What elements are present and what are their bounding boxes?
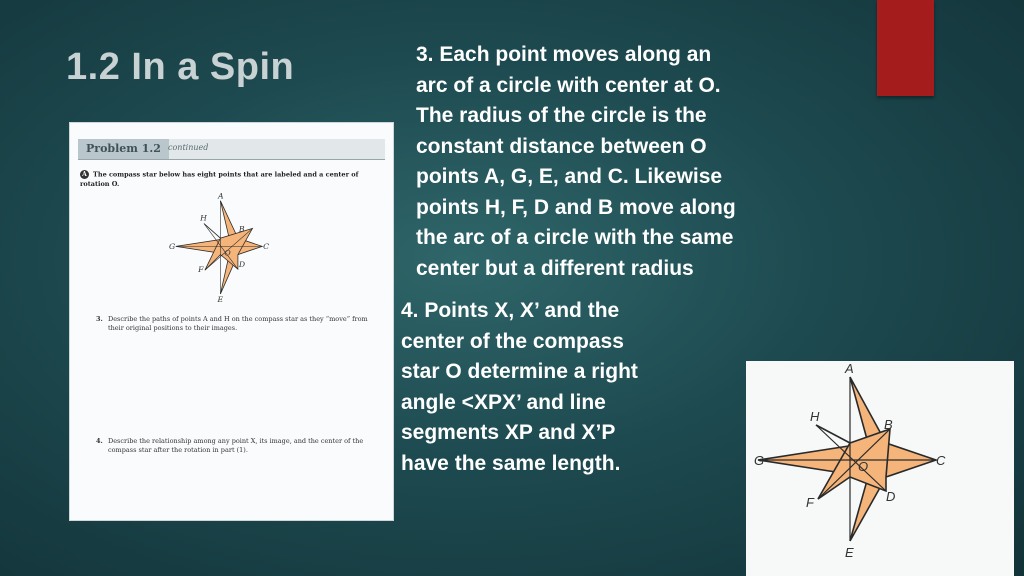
small-compass-star [169, 191, 300, 305]
big-star-label-o: O [858, 459, 869, 474]
big-star-label-d: D [886, 489, 896, 504]
small-star-label-f: F [198, 265, 204, 275]
question-3-text: Describe the paths of points A and H on the compass star as they “move” from their original positions to their images. [108, 315, 368, 332]
small-star-label-o: O [224, 248, 231, 258]
decorative-red-tab [877, 0, 934, 96]
big-star-label-g: G [754, 453, 765, 468]
worksheet-image [69, 122, 394, 521]
question-4 [96, 437, 368, 455]
part-a-prompt [80, 170, 380, 189]
slide-title: 1.2 In a Spin [66, 46, 295, 88]
part-a-marker: A [80, 170, 89, 179]
question-3 [96, 315, 368, 333]
question-4-number: 4. [96, 437, 103, 445]
small-star-label-g: G [169, 241, 176, 251]
big-star-label-f: F [806, 495, 814, 510]
big-star-label-a: A [845, 361, 854, 376]
worksheet-header [78, 139, 385, 160]
big-star-label-b: B [884, 417, 893, 432]
part-a-text: The compass star below has eight points that are labeled and a center of rotation O. [80, 170, 359, 188]
question-4-text: Describe the relationship among any point X, its image, and the center of the compass star after the rotation in part (1). [108, 437, 364, 454]
question-3-number: 3. [96, 315, 103, 323]
answer-3-text: 3. Each point moves along an arc of a circle with center at O. The radius of the circle is the constant distance between O points A, G, E, and C. Likewise points H, F, D and B move along the arc of a circle with the same center but a different radius [416, 43, 736, 280]
small-star-label-c: C [263, 241, 270, 251]
big-star-label-h: H [810, 409, 820, 424]
big-star-label-e: E [845, 545, 854, 560]
answer-4-text: 4. Points X, X’ and the center of the compass star O determine a right angle <XPX’ and line segments XP and X’P have the same length. [401, 299, 638, 475]
large-compass-star [746, 361, 1014, 576]
big-star-label-c: C [936, 453, 946, 468]
small-star-label-b: B [238, 224, 245, 234]
problem-badge: Problem 1.2 [78, 139, 169, 159]
small-star-label-a: A [218, 191, 224, 201]
compass-star-image [746, 361, 1014, 576]
small-star-label-d: D [238, 260, 246, 270]
continued-label: continued [168, 143, 209, 152]
small-star-label-e: E [217, 295, 224, 305]
small-star-label-h: H [200, 213, 207, 223]
